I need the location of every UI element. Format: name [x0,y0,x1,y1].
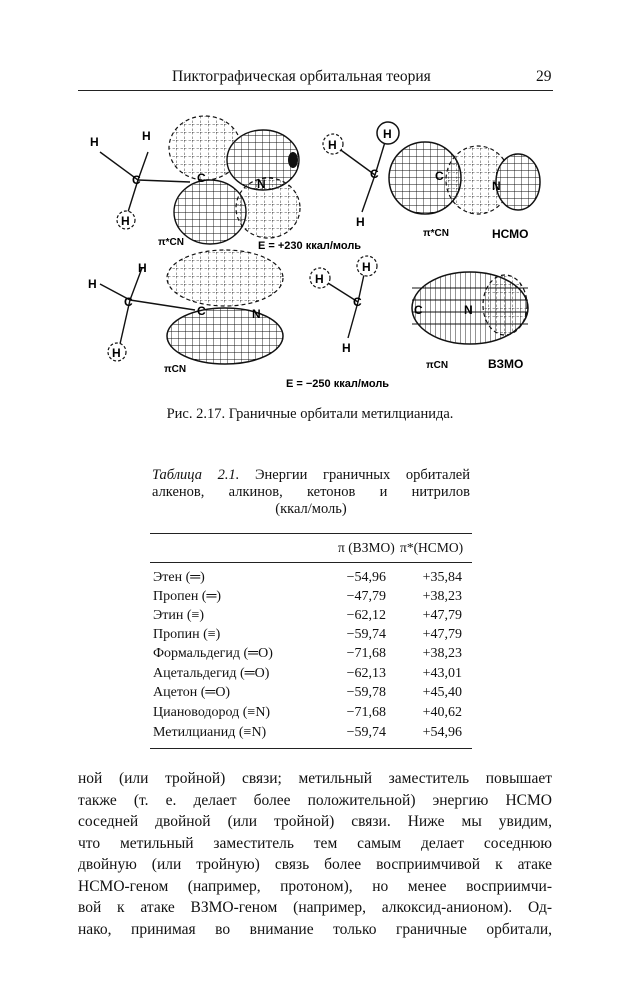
atom-h: H [328,138,337,152]
body-line: вой к атаке ВЗМО-геном (например, алкоксид-анионом). Од- [78,899,552,916]
body-line: также (т. е. делает более положительной) энергию НСМО [78,791,552,809]
atom-c: C [353,295,362,309]
table-row: Этен (═) −54,96 +35,84 [153,570,462,585]
energy-homo: E = −250 ккал/моль [286,378,390,390]
running-header-title: Пиктографическая орбитальная теория [172,68,431,85]
atom-n: N [464,303,473,317]
table-row: Пропен (═) −47,79 +38,23 [153,589,462,604]
label-homo: ВЗМО [488,357,524,371]
body-paragraph [78,768,552,940]
atom-h: H [356,215,365,229]
body-line: ной (или тройной) связи; метильный заместитель повышает [78,770,552,787]
body-line: соседней двойной (или тройной) связи. Ниже мы увидим, [78,813,552,830]
label-pi-cn: πCN [426,360,449,371]
table-bottom-rule [150,748,472,749]
atom-n: N [257,177,266,191]
column-header-homo: π (ВЗМО) [338,540,395,555]
table-header-rule [150,562,472,563]
panel-homo-end [310,256,528,371]
figure-caption: Рис. 2.17. Граничные орбитали метилцианида. [166,406,454,422]
body-line: двойную (или тройную) связь более восприимчивой к атаке [78,856,552,873]
atom-n: N [492,179,501,193]
atom-c: C [124,295,133,309]
atom-h: H [138,261,147,275]
atom-h: H [90,135,99,149]
column-header-lumo: π*(НСМО) [400,540,464,555]
table-caption-label: Таблица 2.1. [152,467,240,483]
table-caption [152,467,470,518]
table-row: Формальдегид (═O) −71,68 +38,23 [153,646,462,661]
table-row: Этин (≡) −62,12 +47,79 [153,608,462,623]
label-pi-star-cn: π*CN [158,237,184,248]
table-caption-line: алкенов, алкинов, кетонов и нитрилов [152,484,470,500]
page-number: 29 [536,68,552,85]
panel-lumo-side [90,116,300,248]
atom-n: N [252,307,261,321]
body-line: что метильный заместитель тем самым делает соседнюю [78,834,552,852]
atom-h: H [142,129,151,143]
atom-c: C [414,303,423,317]
label-lumo: НСМО [492,227,529,241]
energy-lumo: E = +230 ккал/моль [258,240,362,252]
orbital-figure [80,100,550,400]
label-pi-star-cn: π*CN [423,228,449,239]
table-row: Ацетальдегид (═O) −62,13 +43,01 [153,666,462,681]
panel-lumo-end [323,122,540,241]
atom-h: H [121,214,130,228]
atom-c: C [435,169,444,183]
body-line: НСМО-геном (например, протоном), но менее восприимчи- [78,877,552,895]
header-rule [78,90,553,91]
label-pi-cn: πCN [164,364,187,375]
table-row: Циановодород (≡N) −71,68 +40,62 [153,705,462,720]
atom-h: H [342,341,351,355]
atom-c: C [132,173,141,187]
body-line: нако, принимая во внимание только граничные орбитали, [78,920,552,938]
table-caption-line: Энергии граничных орбиталей [254,467,470,483]
table-caption-line: (ккал/моль) [275,501,347,517]
atom-c: C [370,167,379,181]
atom-h: H [362,260,371,274]
atom-h: H [112,346,121,360]
atom-h: H [88,277,97,291]
table-row: Пропин (≡) −59,74 +47,79 [153,627,462,642]
panel-homo-side [88,250,283,375]
atom-h: H [383,127,392,141]
atom-c: C [197,171,206,185]
table-top-rule [150,533,472,534]
table-row: Метилцианид (≡N) −59,74 +54,96 [153,725,462,740]
atom-h: H [315,272,324,286]
table-row: Ацетон (═O) −59,78 +45,40 [153,685,462,700]
atom-c: C [197,304,206,318]
